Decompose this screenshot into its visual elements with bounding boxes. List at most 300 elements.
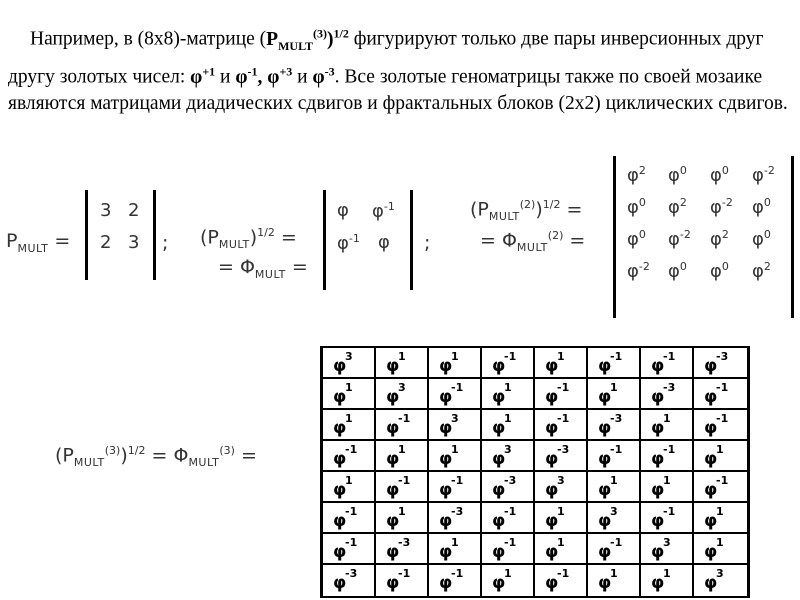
equals-sign: = xyxy=(48,230,71,252)
exponent: 2 xyxy=(721,228,729,241)
phi: φ xyxy=(627,261,639,282)
text-segment: и xyxy=(215,66,236,88)
phi: φ xyxy=(372,201,384,222)
phi: φ xyxy=(598,573,612,593)
exponent: -1 xyxy=(716,474,729,487)
phi: φ xyxy=(545,418,559,438)
matrix-cell xyxy=(710,260,729,282)
phi: φ xyxy=(710,197,722,218)
matrix-bracket-left xyxy=(323,190,326,290)
phi: φ xyxy=(439,356,453,376)
superscript: (2) xyxy=(547,229,564,242)
grid-cell xyxy=(641,534,694,565)
phi: φ xyxy=(333,418,347,438)
phi: φ xyxy=(492,542,506,562)
grid-cell xyxy=(482,379,535,410)
grid-cell xyxy=(429,472,482,503)
exponent: 0 xyxy=(638,196,646,209)
matrix-bracket-left xyxy=(85,190,88,280)
grid-cell xyxy=(694,410,747,441)
exponent: 3 xyxy=(398,381,406,394)
phi: φ xyxy=(651,449,665,469)
grid-cell xyxy=(323,379,376,410)
exponent: 2 xyxy=(679,196,687,209)
exponent: 1 xyxy=(398,505,406,518)
phi: φ xyxy=(710,261,722,282)
text-segment: Например, в (8х8)-матрице ( xyxy=(30,28,267,50)
grid-cell xyxy=(376,348,429,379)
phi: φ xyxy=(439,449,453,469)
grid-cell xyxy=(535,348,588,379)
grid-cell xyxy=(376,472,429,503)
subscript: MULT xyxy=(188,456,220,470)
phi: φ xyxy=(668,261,680,282)
eq2-label-line2 xyxy=(218,256,308,281)
superscript: 1/2 xyxy=(257,226,275,239)
exponent: -3 xyxy=(398,536,411,549)
superscript: (3) xyxy=(104,444,121,457)
subscript: MULT xyxy=(488,210,520,224)
exponent: -1 xyxy=(716,381,729,394)
eq4-matrix-grid xyxy=(320,346,750,598)
grid-cell xyxy=(429,503,482,534)
phi: φ xyxy=(627,229,639,250)
exponent: +3 xyxy=(279,64,293,79)
exponent: -3 xyxy=(324,64,335,79)
phi: φ xyxy=(598,449,612,469)
matrix-bracket-right xyxy=(410,190,413,290)
grid-cell xyxy=(376,534,429,565)
exponent: 0 xyxy=(763,196,771,209)
matrix-cell xyxy=(668,196,687,218)
half-power: 1/2 xyxy=(333,26,349,40)
phi: φ xyxy=(492,480,506,500)
phi: φ xyxy=(333,542,347,562)
grid-cell xyxy=(641,503,694,534)
phi: φ xyxy=(386,542,400,562)
matrix-cell xyxy=(627,164,646,186)
exponent: 1 xyxy=(663,474,671,487)
phi: φ xyxy=(627,165,639,186)
grid-cell xyxy=(535,472,588,503)
grid-cell xyxy=(376,410,429,441)
matrix-cell xyxy=(378,232,390,253)
matrix-cell xyxy=(752,196,771,218)
equals-sign: = xyxy=(560,198,583,221)
phi: φ xyxy=(386,418,400,438)
grid-cell xyxy=(535,565,588,596)
matrix-cell xyxy=(668,260,687,282)
exponent: 1 xyxy=(716,443,724,456)
exponent: -1 xyxy=(345,443,358,456)
grid-cell xyxy=(429,534,482,565)
exponent: -1 xyxy=(557,381,570,394)
phi: φ xyxy=(439,511,453,531)
exponent: -1 xyxy=(398,567,411,580)
matrix-cell: 3 xyxy=(100,200,112,221)
grid-cell xyxy=(323,472,376,503)
exponent: -1 xyxy=(557,412,570,425)
grid-cell xyxy=(429,565,482,596)
exponent: -3 xyxy=(451,505,464,518)
cell-value: φ xyxy=(378,232,390,253)
exponent: 3 xyxy=(345,350,353,363)
p-symbol: P xyxy=(6,230,18,252)
phi: φ xyxy=(651,356,665,376)
grid-cell xyxy=(429,348,482,379)
eq4-label xyxy=(55,444,257,469)
phi: φ xyxy=(267,66,280,88)
exponent: -1 xyxy=(557,567,570,580)
exponent: 1 xyxy=(451,350,459,363)
phi: φ xyxy=(545,387,559,407)
exponent: 0 xyxy=(638,228,646,241)
grid-cell xyxy=(482,503,535,534)
exponent: +1 xyxy=(202,64,216,79)
matrix-cell xyxy=(627,260,650,282)
matrix-bracket-right xyxy=(791,156,794,318)
exponent: 0 xyxy=(721,260,729,273)
subscript: MULT xyxy=(254,267,286,281)
grid-cell xyxy=(482,348,535,379)
exponent: 2 xyxy=(763,260,771,273)
grid-cell xyxy=(429,441,482,472)
exponent: -3 xyxy=(504,474,517,487)
grid-cell xyxy=(694,503,747,534)
phi: φ xyxy=(752,165,764,186)
eq1-label xyxy=(6,230,70,255)
phi: φ xyxy=(752,197,764,218)
exponent: 1 xyxy=(504,412,512,425)
phi: φ xyxy=(668,229,680,250)
grid-cell xyxy=(588,503,641,534)
phi: φ xyxy=(439,480,453,500)
grid-cell xyxy=(535,534,588,565)
phi: φ xyxy=(752,229,764,250)
exponent: 0 xyxy=(679,164,687,177)
grid-cell xyxy=(323,348,376,379)
exponent: -1 xyxy=(398,474,411,487)
exponent: 1 xyxy=(663,412,671,425)
eq2-label xyxy=(200,226,297,251)
matrix-cell xyxy=(668,228,691,250)
matrix-cell: 2 xyxy=(100,232,112,253)
cell-value: φ xyxy=(337,200,349,221)
phi: φ xyxy=(651,573,665,593)
matrix-bracket-right xyxy=(153,190,156,280)
exponent: 1 xyxy=(557,536,565,549)
grid-cell xyxy=(588,348,641,379)
grid-cell xyxy=(641,379,694,410)
grid-cell xyxy=(694,472,747,503)
grid-cell xyxy=(323,534,376,565)
phi: φ xyxy=(598,356,612,376)
intro-paragraph xyxy=(8,20,793,117)
phi: φ xyxy=(492,356,506,376)
phi: φ xyxy=(651,511,665,531)
exponent: 3 xyxy=(610,505,618,518)
grid-cell xyxy=(588,534,641,565)
exponent: -3 xyxy=(345,567,358,580)
matrix-cell xyxy=(372,200,395,222)
phi: φ xyxy=(312,66,325,88)
exponent: 1 xyxy=(610,567,618,580)
exponent: 1 xyxy=(345,474,353,487)
phi: φ xyxy=(492,418,506,438)
phi: φ xyxy=(598,511,612,531)
exponent: 1 xyxy=(610,381,618,394)
grid-cell xyxy=(694,348,747,379)
exponent: 3 xyxy=(504,443,512,456)
exponent: 1 xyxy=(345,412,353,425)
grid-cell xyxy=(323,503,376,534)
phi: φ xyxy=(752,261,764,282)
grid-cell xyxy=(482,441,535,472)
phi: φ xyxy=(439,573,453,593)
grid-cell xyxy=(694,379,747,410)
text-segment: . Все золотые геноматрицы также по своей мозаике являются матрицами диадических сдвигов и фрактальных блоков (2х2) циклических сдвигов. xyxy=(8,66,788,114)
semicolon: ; xyxy=(162,232,169,254)
grid-cell xyxy=(429,379,482,410)
grid-cell xyxy=(588,472,641,503)
grid-cell xyxy=(482,565,535,596)
exponent: 1 xyxy=(716,536,724,549)
phi: φ xyxy=(333,511,347,531)
exponent: -1 xyxy=(451,474,464,487)
grid-cell xyxy=(376,441,429,472)
exponent: -1 xyxy=(610,536,623,549)
semicolon: ; xyxy=(424,232,431,254)
superscript: 1/2 xyxy=(127,444,146,457)
grid-cell xyxy=(323,441,376,472)
exponent: -1 xyxy=(504,350,517,363)
exponent: -1 xyxy=(451,567,464,580)
grid-cell xyxy=(429,410,482,441)
exponent: -2 xyxy=(638,260,650,273)
phi: φ xyxy=(627,197,639,218)
subscript: MULT xyxy=(218,238,250,252)
matrix-cell xyxy=(710,228,729,250)
phi-symbol: = Φ xyxy=(218,256,255,278)
p-superscript: (3) xyxy=(313,26,327,40)
phi-symbol: = Φ xyxy=(480,229,517,252)
exponent: 1 xyxy=(716,505,724,518)
matrix-cell xyxy=(337,200,349,221)
matrix-cell xyxy=(752,228,771,250)
exponent: -3 xyxy=(663,381,676,394)
grid-cell xyxy=(588,441,641,472)
exponent: -1 xyxy=(345,505,358,518)
phi: φ xyxy=(651,542,665,562)
phi: φ xyxy=(651,387,665,407)
grid-cell xyxy=(376,379,429,410)
exponent: 1 xyxy=(398,443,406,456)
equals-sign: = xyxy=(563,229,586,252)
subscript: MULT xyxy=(17,241,49,255)
eq3-label-line2 xyxy=(480,229,585,254)
text-segment: и xyxy=(292,66,313,88)
exponent: -1 xyxy=(504,505,517,518)
phi: φ xyxy=(492,449,506,469)
exponent: 1 xyxy=(504,381,512,394)
grid-cell xyxy=(482,472,535,503)
equals-sign: = xyxy=(274,226,297,249)
phi: φ xyxy=(598,480,612,500)
paren: ) xyxy=(327,28,334,50)
grid-cell xyxy=(641,565,694,596)
exponent: 1 xyxy=(557,350,565,363)
exponent: 0 xyxy=(721,164,729,177)
exponent: 1 xyxy=(398,350,406,363)
matrix-cell xyxy=(710,196,733,218)
grid-cell xyxy=(482,534,535,565)
exponent: 1 xyxy=(504,567,512,580)
subscript: MULT xyxy=(516,241,548,255)
exponent: -1 xyxy=(610,350,623,363)
grid-cell xyxy=(535,379,588,410)
exponent: -2 xyxy=(763,164,775,177)
grid-cell xyxy=(376,565,429,596)
phi: φ xyxy=(545,480,559,500)
matrix-cell xyxy=(627,196,646,218)
close-paren: ) xyxy=(120,444,128,467)
matrix-cell xyxy=(627,228,646,250)
phi: φ xyxy=(386,449,400,469)
exponent: 3 xyxy=(557,474,565,487)
phi: φ xyxy=(190,66,203,88)
phi: φ xyxy=(704,480,718,500)
phi: φ xyxy=(333,480,347,500)
exponent: -1 xyxy=(383,200,395,213)
exponent: -1 xyxy=(247,64,258,79)
p-symbol: Р xyxy=(266,28,279,50)
phi: φ xyxy=(492,573,506,593)
phi: φ xyxy=(710,229,722,250)
phi: φ xyxy=(439,542,453,562)
phi: φ xyxy=(704,418,718,438)
phi: φ xyxy=(651,480,665,500)
grid-cell xyxy=(482,410,535,441)
exponent: 1 xyxy=(451,443,459,456)
phi: φ xyxy=(710,165,722,186)
phi: φ xyxy=(386,511,400,531)
exponent: -1 xyxy=(451,381,464,394)
exponent: 0 xyxy=(679,260,687,273)
exponent: 3 xyxy=(451,412,459,425)
text-segment: фигурируют только две пары инверсионных друг другу золотых чисел: xyxy=(8,28,764,88)
exponent: -2 xyxy=(679,228,691,241)
equals-sign: = xyxy=(285,256,308,278)
phi: φ xyxy=(235,66,248,88)
phi: φ xyxy=(668,165,680,186)
exponent: 1 xyxy=(451,536,459,549)
phi: φ xyxy=(545,542,559,562)
exponent: 1 xyxy=(345,381,353,394)
phi: φ xyxy=(337,233,349,254)
phi: φ xyxy=(333,573,347,593)
open-paren-p: (P xyxy=(470,198,489,221)
grid-cell xyxy=(641,410,694,441)
grid-cell xyxy=(323,565,376,596)
exponent: -1 xyxy=(663,443,676,456)
phi: φ xyxy=(492,387,506,407)
grid-cell xyxy=(535,503,588,534)
grid-cell xyxy=(588,565,641,596)
phi: φ xyxy=(439,418,453,438)
grid-cell xyxy=(694,534,747,565)
exponent: -1 xyxy=(348,232,360,245)
exponent: -1 xyxy=(345,536,358,549)
exponent: 3 xyxy=(716,567,724,580)
phi: φ xyxy=(386,356,400,376)
exponent: -3 xyxy=(716,350,729,363)
phi: φ xyxy=(545,511,559,531)
exponent: -1 xyxy=(398,412,411,425)
exponent: 2 xyxy=(638,164,646,177)
exponent: -1 xyxy=(504,536,517,549)
superscript: (3) xyxy=(219,444,235,457)
phi: φ xyxy=(651,418,665,438)
grid-cell xyxy=(588,410,641,441)
matrix-cell xyxy=(668,164,687,186)
grid-cell xyxy=(376,503,429,534)
phi: φ xyxy=(492,511,506,531)
exponent: 0 xyxy=(763,228,771,241)
grid-cell xyxy=(588,379,641,410)
exponent: -3 xyxy=(557,443,570,456)
exponent: 1 xyxy=(610,474,618,487)
exponent: -1 xyxy=(610,443,623,456)
p-subscript: MULT xyxy=(278,38,313,53)
phi: φ xyxy=(545,449,559,469)
phi: φ xyxy=(668,197,680,218)
phi: φ xyxy=(704,511,718,531)
matrix-cell xyxy=(752,164,775,186)
phi: φ xyxy=(386,480,400,500)
matrix-cell: 2 xyxy=(128,200,140,221)
grid-cell xyxy=(694,565,747,596)
subscript: MULT xyxy=(73,456,105,470)
phi: φ xyxy=(439,387,453,407)
matrix-cell xyxy=(710,164,729,186)
grid-cell xyxy=(641,472,694,503)
phi: φ xyxy=(598,387,612,407)
exponent: 3 xyxy=(663,536,671,549)
exponent: 1 xyxy=(557,505,565,518)
close-paren: ) xyxy=(249,226,258,249)
phi: φ xyxy=(598,542,612,562)
grid-cell xyxy=(641,348,694,379)
matrix-cell xyxy=(752,260,771,282)
superscript: 1/2 xyxy=(542,198,561,211)
phi: φ xyxy=(545,356,559,376)
superscript: (2) xyxy=(519,198,536,211)
open-paren-p: (P xyxy=(55,444,74,467)
exponent: -1 xyxy=(663,505,676,518)
phi: φ xyxy=(704,542,718,562)
exponent: 1 xyxy=(663,567,671,580)
exponent: -1 xyxy=(716,412,729,425)
phi: φ xyxy=(333,387,347,407)
grid-cell xyxy=(694,441,747,472)
matrix-cell: 3 xyxy=(128,232,140,253)
grid-cell xyxy=(641,441,694,472)
phi: φ xyxy=(386,387,400,407)
close-paren: ) xyxy=(535,198,543,221)
phi: φ xyxy=(333,356,347,376)
phi: φ xyxy=(545,573,559,593)
phi: φ xyxy=(704,356,718,376)
